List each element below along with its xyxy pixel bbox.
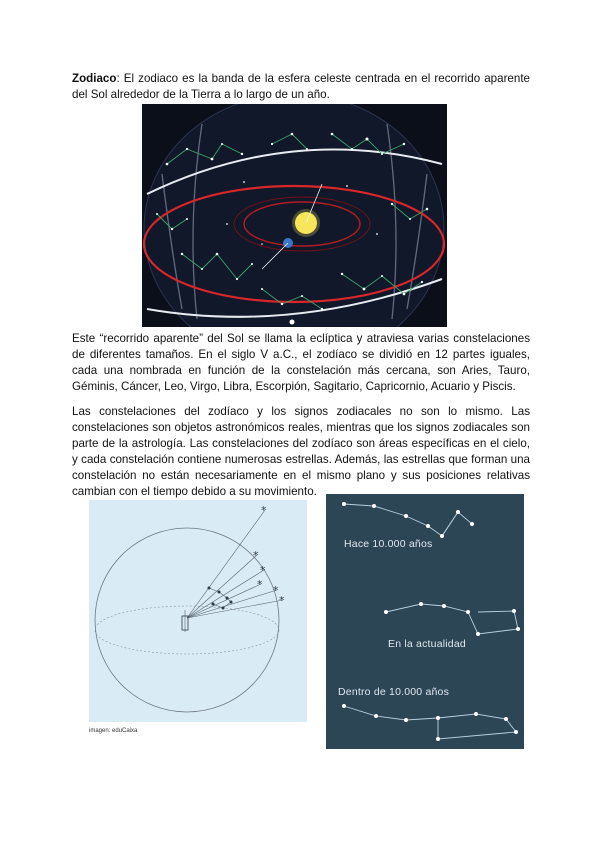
zodiaco-term: Zodiaco: [72, 72, 117, 85]
svg-text:*: *: [253, 549, 259, 562]
label-future: Dentro de 10.000 años: [338, 686, 450, 698]
svg-text:*: *: [257, 578, 263, 591]
svg-text:*: *: [273, 584, 279, 597]
svg-text:*: *: [279, 594, 285, 607]
ecliptic-paragraph: Este “recorrido aparente” del Sol se llama la eclíptica y atraviesa varias constelaciones de diferentes tamaños. En el siglo V a.C., el zodíaco se dividió en 12 partes iguales, cada una nombrada en función de la constelación más cercana, son Aries, Tauro, Géminis, Cáncer, Leo, Virgo, Libra, Escorpión, Sagitario, Capricornio, Acuario y Piscis.: [72, 332, 530, 393]
label-present: En la actualidad: [388, 638, 466, 650]
svg-text:*: *: [261, 504, 267, 517]
label-past: Hace 10.000 años: [344, 538, 433, 550]
star-distance-sphere-image: [89, 500, 307, 722]
intro-paragraph: [72, 71, 530, 103]
dipper-over-time-image: [326, 494, 524, 749]
constellations-paragraph: Las constelaciones del zodíaco y los signos zodiacales no son lo mismo. Las constelaciones son objetos astronómicos reales, mientras que los signos zodiacales son parte de la astrología. Las constelaciones del zodíaco son áreas específicas en el cielo, y cada constelación contiene numerosas estrellas. Además, las estrellas que forman una constelación no están necesariamente en el mismo plano y sus posiciones relativas cambian con el tiempo debido a su movimiento.: [72, 405, 530, 498]
intro-text: : El zodiaco es la banda de la esfera celeste centrada en el recorrido aparente del Sol alrededor de la Tierra a lo largo de un año.: [72, 72, 530, 101]
sphere-image-credit: imagen: eduCaixa: [89, 728, 138, 734]
dipper-constellations: [326, 494, 524, 749]
svg-text:*: *: [260, 564, 266, 577]
zodiac-sphere-image: [142, 104, 447, 327]
